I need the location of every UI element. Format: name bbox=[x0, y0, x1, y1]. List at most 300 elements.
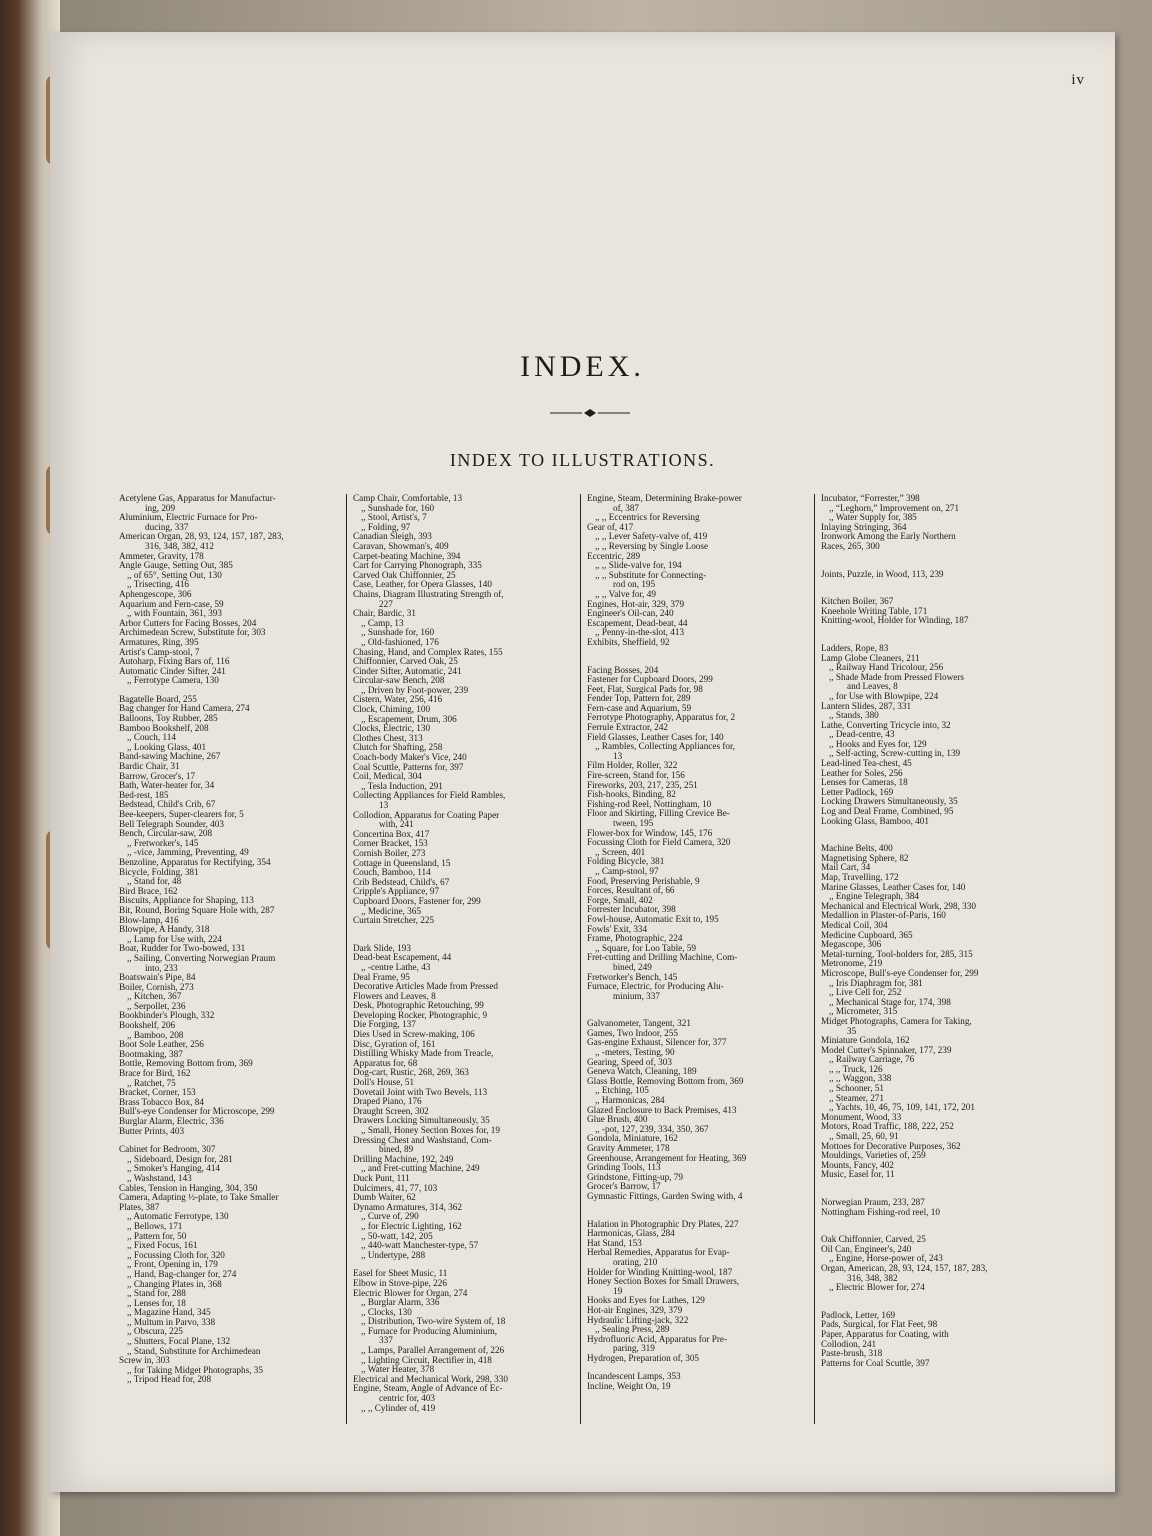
index-entry: ,, Water Heater, 378 bbox=[361, 1365, 435, 1375]
index-entry: Ladders, Rope, 83 bbox=[821, 643, 889, 653]
index-entry: Mechanical and Electrical Work, 298, 330 bbox=[821, 901, 976, 911]
index-entry: Grindstone, Fitting-up, 79 bbox=[587, 1172, 683, 1182]
index-entry: ,, Small, Honey Section Boxes for, 19 bbox=[361, 1126, 500, 1135]
index-entry: Gymnastic Fittings, Garden Swing with, 4 bbox=[587, 1191, 743, 1201]
index-gap bbox=[821, 1217, 1043, 1226]
index-entry: Medical Coil, 304 bbox=[821, 920, 888, 930]
index-entry: 337 bbox=[379, 1336, 393, 1346]
index-gap bbox=[821, 626, 1043, 635]
index-gap bbox=[821, 552, 1043, 561]
index-subtitle: INDEX TO ILLUSTRATIONS. bbox=[449, 450, 716, 470]
index-entry: Drilling Machine, 192, 249 bbox=[353, 1154, 454, 1164]
index-entry: Bedstead, Child's Crib, 67 bbox=[119, 800, 216, 810]
index-entry: Cables, Tension in Hanging, 304, 350 bbox=[119, 1183, 258, 1193]
index-entry: Butter Prints, 403 bbox=[119, 1126, 185, 1136]
index-entry: Biscuits, Appliance for Shaping, 113 bbox=[119, 896, 254, 906]
index-entry: ,, Etching, 105 bbox=[595, 1086, 649, 1096]
index-column-1 bbox=[113, 494, 347, 1424]
index-entry: Camp Chair, Comfortable, 13 bbox=[353, 494, 463, 503]
index-entry: Gearing, Speed of, 303 bbox=[587, 1057, 672, 1067]
index-entry: Nottingham Fishing-rod reel, 10 bbox=[821, 1207, 940, 1217]
index-entry: 316, 348, 382 bbox=[847, 1273, 898, 1283]
index-gap bbox=[587, 657, 808, 666]
index-entry: Couch, Bamboo, 114 bbox=[353, 868, 431, 878]
index-entry: of, 387 bbox=[613, 503, 640, 513]
index-gap bbox=[821, 635, 1043, 644]
index-entry: Decorative Articles Made from Pressed bbox=[353, 982, 498, 992]
index-entry: ,, Lighting Circuit, Rectifier in, 418 bbox=[361, 1355, 492, 1365]
index-entry: Band-sawing Machine, 267 bbox=[119, 752, 221, 762]
index-entry: Food, Preserving Perishable, 9 bbox=[587, 876, 700, 886]
index-entry: Collecting Appliances for Field Rambles, bbox=[353, 791, 506, 801]
index-entry: Fastener for Cupboard Doors, 299 bbox=[587, 675, 713, 685]
index-entry: Patterns for Coal Scuttle, 397 bbox=[821, 1358, 930, 1368]
index-entry: 13 bbox=[379, 801, 389, 810]
index-entry: Blow-lamp, 416 bbox=[119, 915, 179, 925]
index-entry: Dark Slide, 193 bbox=[353, 943, 411, 953]
bleed-through-text bbox=[50, 102, 1115, 482]
index-entry: Fender Top, Pattern for, 289 bbox=[587, 694, 691, 704]
index-entry: Facing Bosses, 204 bbox=[587, 665, 659, 675]
index-entry: Automatic Cinder Sifter, 241 bbox=[119, 666, 226, 676]
index-entry: Disc, Gyration of, 161 bbox=[353, 1039, 436, 1049]
index-entry: ,, Clocks, 130 bbox=[361, 1307, 412, 1317]
index-entry: Dead-beat Escapement, 44 bbox=[353, 953, 452, 963]
index-entry: Collodion, Apparatus for Coating Paper bbox=[353, 810, 500, 820]
index-entry: ,, Hooks and Eyes for, 129 bbox=[829, 739, 927, 749]
index-entry: Bird Brace, 162 bbox=[119, 886, 178, 896]
index-entry: Brace for Bird, 162 bbox=[119, 1069, 191, 1079]
index-entry: Barrow, Grocer's, 17 bbox=[119, 771, 196, 781]
index-entry: ,, Penny-in-the-slot, 413 bbox=[595, 628, 685, 638]
index-entry: Burglar Alarm, Electric, 336 bbox=[119, 1117, 224, 1126]
index-entry: Ironwork Among the Early Northern bbox=[821, 532, 956, 542]
index-entry: Canadian Sleigh, 393 bbox=[353, 532, 432, 542]
index-entry: ,, Self-acting, Screw-cutting in, 139 bbox=[829, 749, 961, 759]
index-entry: ,, Screen, 401 bbox=[595, 847, 646, 857]
index-entry: ,, Automatic Ferrotype, 130 bbox=[127, 1212, 229, 1222]
index-gap bbox=[821, 1180, 1043, 1189]
index-entry: Clock, Chiming, 100 bbox=[353, 705, 431, 715]
index-entry: Herbal Remedies, Apparatus for Evap- bbox=[587, 1248, 730, 1258]
index-entry: ,, ,, Valve for, 49 bbox=[595, 589, 656, 599]
index-entry: Kitchen Boiler, 367 bbox=[821, 597, 894, 607]
index-entry: Benzoline, Apparatus for Rectifying, 354 bbox=[119, 857, 271, 867]
index-entry: Bit, Round, Boring Square Hole with, 287 bbox=[119, 905, 275, 915]
index-entry: Gas-engine Exhaust, Silencer for, 377 bbox=[587, 1038, 727, 1048]
index-entry: ,, Tripod Head for, 208 bbox=[127, 1375, 212, 1385]
index-entry: ,, ,, Substitute for Connecting- bbox=[595, 570, 707, 580]
index-entry: Forrester Incubator, 398 bbox=[587, 905, 676, 915]
index-entry: Exhibits, Sheffield, 92 bbox=[587, 637, 670, 647]
index-entry: Chiffonnier, Carved Oak, 25 bbox=[353, 657, 458, 667]
index-entry: Bench, Circular-saw, 208 bbox=[119, 829, 213, 839]
index-entry: Dies Used in Screw-making, 106 bbox=[353, 1030, 475, 1040]
page-title: INDEX. bbox=[520, 350, 645, 383]
index-entry: Doll's House, 51 bbox=[353, 1078, 415, 1088]
index-entry: Metal-turning, Tool-holders for, 285, 315 bbox=[821, 949, 973, 959]
index-entry: ,, Sideboard, Design for, 281 bbox=[127, 1154, 233, 1164]
index-entry: ,, Iris Diaphragm for, 381 bbox=[829, 978, 923, 988]
index-entry: ,, 50-watt, 142, 205 bbox=[361, 1231, 433, 1241]
index-gap bbox=[821, 835, 1043, 844]
index-entry: Bee-keepers, Super-clearers for, 5 bbox=[119, 810, 244, 819]
index-entry: ,, Railway Carriage, 76 bbox=[829, 1055, 915, 1065]
index-entry: Motors, Road Traffic, 188, 222, 252 bbox=[821, 1122, 954, 1132]
index-entry: Coil, Medical, 304 bbox=[353, 772, 422, 782]
book-page bbox=[50, 32, 1115, 1492]
index-gap bbox=[353, 1260, 574, 1269]
index-entry: Drawers Locking Simultaneously, 35 bbox=[353, 1116, 490, 1126]
index-entry: ,, for Electric Lighting, 162 bbox=[361, 1221, 462, 1231]
index-entry: Angle Gauge, Setting Out, 385 bbox=[119, 561, 233, 571]
index-entry: Autoharp, Fixing Bars of, 116 bbox=[119, 657, 230, 667]
index-entry: ,, Ratchet, 75 bbox=[127, 1078, 176, 1088]
index-entry: Clutch for Shafting, 258 bbox=[353, 743, 443, 753]
index-entry: ,, Micrometer, 315 bbox=[829, 1007, 898, 1017]
index-entry: Balloons, Toy Rubber, 285 bbox=[119, 714, 218, 724]
index-entry: Norwegian Praum, 233, 287 bbox=[821, 1198, 925, 1207]
index-entry: Glazed Enclosure to Back Premises, 413 bbox=[587, 1105, 737, 1115]
index-entry: Bookbinder's Plough, 332 bbox=[119, 1011, 215, 1021]
index-entry: Film Holder, Roller, 322 bbox=[587, 761, 678, 771]
index-entry: ,, Lamps, Parallel Arrangement of, 226 bbox=[361, 1346, 505, 1356]
index-entry: with, 241 bbox=[379, 820, 414, 830]
index-entry: ,, Escapement, Drum, 306 bbox=[361, 714, 457, 724]
index-entry: Clocks, Electric, 130 bbox=[353, 724, 431, 734]
index-entry: ,, Stand, Substitute for Archimedean bbox=[127, 1346, 261, 1356]
index-entry: Draught Screen, 302 bbox=[353, 1106, 429, 1116]
index-entry: Gravity Ammeter, 178 bbox=[587, 1144, 670, 1153]
index-entry: Pads, Surgical, for Flat Feet, 98 bbox=[821, 1320, 938, 1330]
index-entry: ,, 440-watt Manchester-type, 57 bbox=[361, 1241, 479, 1251]
index-entry: Plates, 387 bbox=[119, 1202, 160, 1212]
index-entry: American Organ, 28, 93, 124, 157, 187, 283, bbox=[119, 532, 284, 542]
index-entry: Engine, Steam, Determining Brake-power bbox=[587, 494, 742, 503]
index-entry: Acetylene Gas, Apparatus for Manufactur- bbox=[119, 494, 276, 503]
index-entry: Dog-cart, Rustic, 268, 269, 363 bbox=[353, 1068, 469, 1078]
index-entry: Knitting-wool, Holder for Winding, 187 bbox=[821, 616, 969, 626]
index-entry: Lead-lined Tea-chest, 45 bbox=[821, 759, 912, 769]
index-entry: Mouldings, Varieties of, 259 bbox=[821, 1151, 926, 1161]
index-entry: ,, Stand for, 288 bbox=[127, 1289, 186, 1299]
index-entry: Distilling Whisky Made from Treacle, bbox=[353, 1049, 494, 1059]
index-entry: ,, Magazine Hand, 345 bbox=[127, 1308, 211, 1318]
index-entry: ,, -vice, Jamming, Preventing, 49 bbox=[127, 848, 249, 858]
index-entry: Bardic Chair, 31 bbox=[119, 762, 180, 772]
index-entry: ,, Schooner, 51 bbox=[829, 1084, 885, 1094]
index-entry: ,, Sealing Press, 289 bbox=[595, 1325, 670, 1335]
index-entry: ,, ,, Slide-valve for, 194 bbox=[595, 561, 682, 571]
index-entry: Lamp Globe Cleaners, 211 bbox=[821, 653, 920, 663]
index-entry: Model Cutter's Spinnaker, 177, 239 bbox=[821, 1045, 952, 1055]
index-entry: Paste-brush, 318 bbox=[821, 1349, 883, 1359]
index-entry: ,, Dead-centre, 43 bbox=[829, 730, 895, 740]
index-entry: Crib Bedstead, Child's, 67 bbox=[353, 877, 450, 887]
index-entry: Megascope, 306 bbox=[821, 940, 882, 950]
index-gap bbox=[821, 588, 1043, 597]
index-entry: Engine, Steam, Angle of Advance of Ec- bbox=[353, 1384, 503, 1394]
index-entry: ,, Multum in Parvo, 338 bbox=[127, 1317, 216, 1327]
index-entry: ,, Hand, Bag-changer for, 274 bbox=[127, 1269, 237, 1279]
index-entry: Dynamo Armatures, 314, 362 bbox=[353, 1202, 462, 1212]
index-gap bbox=[821, 1189, 1043, 1198]
index-entry: Feet, Flat, Surgical Pads for, 98 bbox=[587, 684, 703, 694]
index-entry: ,, of 65°, Setting Out, 130 bbox=[127, 570, 222, 580]
index-entry: ,, Sunshade for, 160 bbox=[361, 503, 435, 513]
index-entry: ,, Shade Made from Pressed Flowers bbox=[829, 672, 964, 682]
index-entry: Midget Photographs, Camera for Taking, bbox=[821, 1016, 972, 1026]
index-entry: ,, Serpollet, 236 bbox=[127, 1001, 186, 1011]
page-number: iv bbox=[1071, 72, 1085, 88]
index-entry: Paper, Apparatus for Coating, with bbox=[821, 1329, 949, 1339]
index-entry: Gondola, Miniature, 162 bbox=[587, 1134, 678, 1144]
index-entry: Bull's-eye Condenser for Microscope, 299 bbox=[119, 1107, 275, 1117]
index-gap bbox=[821, 826, 1043, 835]
index-entry: ,, Ferrotype Camera, 130 bbox=[127, 676, 219, 686]
index-gap bbox=[587, 1010, 808, 1019]
index-entry: ,, Burglar Alarm, 336 bbox=[361, 1298, 440, 1308]
index-entry: Blowpipe, A Handy, 318 bbox=[119, 925, 210, 935]
index-gap bbox=[587, 648, 808, 657]
index-gap bbox=[587, 1202, 808, 1211]
index-entry: Bottle, Removing Bottom from, 369 bbox=[119, 1059, 253, 1069]
index-entry: Aluminium, Electric Furnace for Pro- bbox=[119, 513, 258, 523]
index-entry: ,, Stool, Artist's, 7 bbox=[361, 513, 427, 523]
index-entry: into, 233 bbox=[145, 963, 178, 973]
index-entry: Bamboo Bookshelf, 208 bbox=[119, 723, 209, 733]
index-entry: Bookshelf, 206 bbox=[119, 1021, 176, 1031]
index-entry: Escapement, Dead-beat, 44 bbox=[587, 618, 688, 628]
index-entry: Circular-saw Bench, 208 bbox=[353, 676, 445, 686]
index-entry: ,, Fixed Focus, 161 bbox=[127, 1241, 198, 1251]
index-entry: Padlock, Letter, 169 bbox=[821, 1310, 896, 1320]
index-entry: Games, Two Indoor, 255 bbox=[587, 1028, 678, 1038]
index-entry: Coal Scuttle, Patterns for, 397 bbox=[353, 762, 464, 772]
index-entry: Fern-case and Aquarium, 59 bbox=[587, 703, 692, 713]
index-entry: Geneva Watch, Cleaning, 189 bbox=[587, 1067, 697, 1077]
index-entry: Harmonicas, Glass, 284 bbox=[587, 1229, 675, 1239]
index-entry: Boatswain's Pipe, 84 bbox=[119, 973, 196, 983]
index-entry: ,, Looking Glass, 401 bbox=[127, 742, 207, 752]
index-entry: Flower-box for Window, 145, 176 bbox=[587, 828, 713, 838]
index-entry: ,, Kitchen, 367 bbox=[127, 992, 182, 1002]
index-entry: Developing Rocker, Photographic, 9 bbox=[353, 1010, 488, 1020]
index-gap bbox=[119, 1136, 340, 1145]
index-entry: Magnetising Sphere, 82 bbox=[821, 853, 909, 863]
index-entry: Organ, American, 28, 93, 124, 157, 187, 283, bbox=[821, 1263, 988, 1273]
index-entry: Armatures, Ring, 395 bbox=[119, 637, 199, 647]
index-entry: Forge, Small, 402 bbox=[587, 895, 653, 905]
index-entry: Hydrofluoric Acid, Apparatus for Pre- bbox=[587, 1334, 728, 1344]
index-entry: Aphengescope, 306 bbox=[119, 589, 192, 599]
index-entry: Locking Drawers Simultaneously, 35 bbox=[821, 797, 958, 807]
index-entry: ,, ,, Lever Safety-valve of, 419 bbox=[595, 532, 708, 542]
index-entry: ,, Undertype, 288 bbox=[361, 1250, 426, 1260]
index-entry: ,, Steamer, 271 bbox=[829, 1093, 884, 1103]
index-entry: Aquarium and Fern-case, 59 bbox=[119, 599, 224, 609]
index-entry: Lathe, Converting Tricycle into, 32 bbox=[821, 720, 951, 730]
index-entry: Cripple's Appliance, 97 bbox=[353, 887, 440, 897]
index-entry: Corner Bracket, 153 bbox=[353, 839, 428, 849]
index-entry: 19 bbox=[613, 1286, 623, 1296]
index-entry: Races, 265, 300 bbox=[821, 541, 880, 551]
index-entry: ,, Railway Hand Tricolour, 256 bbox=[829, 663, 944, 673]
index-entry: Archimedean Screw, Substitute for, 303 bbox=[119, 628, 266, 638]
index-entry: Inlaying Stringing, 364 bbox=[821, 522, 907, 532]
index-entry: Grocer's Barrow, 17 bbox=[587, 1182, 661, 1192]
index-entry: ,, Washstand, 143 bbox=[127, 1173, 192, 1183]
index-entry: ,, ,, Reversing by Single Loose bbox=[595, 541, 709, 551]
index-entry: Bag changer for Hand Camera, 274 bbox=[119, 704, 250, 714]
index-column-4 bbox=[815, 494, 1049, 1424]
index-entry: rod on, 195 bbox=[613, 580, 656, 590]
index-entry: ,, Furnace for Producing Aluminium, bbox=[361, 1326, 498, 1336]
index-entry: Boat, Rudder for Two-bowed, 131 bbox=[119, 944, 246, 954]
index-entry: tween, 195 bbox=[613, 819, 654, 828]
index-entry: Metronome, 219 bbox=[821, 959, 883, 969]
index-entry: ,, Lamp for Use with, 224 bbox=[127, 934, 222, 944]
index-entry: Fishing-rod Reel, Nottingham, 10 bbox=[587, 799, 712, 809]
index-entry: Gear of, 417 bbox=[587, 522, 634, 532]
index-entry: Ferrule Extractor, 242 bbox=[587, 723, 669, 733]
index-entry: ,, “Leghorn,” Improvement on, 271 bbox=[829, 503, 960, 513]
index-entry: Glass Bottle, Removing Bottom from, 369 bbox=[587, 1076, 744, 1086]
index-entry: orating, 210 bbox=[613, 1257, 658, 1267]
index-entry: Deal Frame, 95 bbox=[353, 972, 410, 982]
index-entry: 35 bbox=[847, 1026, 857, 1036]
index-entry: 13 bbox=[613, 751, 623, 761]
index-entry: Medicine Cupboard, 365 bbox=[821, 930, 913, 940]
index-entry: 227 bbox=[379, 599, 393, 609]
index-entry: ,, Sunshade for, 160 bbox=[361, 628, 435, 638]
index-entry: ,, Trisecting, 416 bbox=[127, 580, 190, 590]
index-entry: Hydrogen, Preparation of, 305 bbox=[587, 1353, 700, 1363]
index-entry: ,, for Taking Midget Photographs, 35 bbox=[127, 1365, 263, 1375]
index-entry: Galvanometer, Tangent, 321 bbox=[587, 1019, 691, 1029]
index-entry: Fret-cutting and Drilling Machine, Com- bbox=[587, 953, 738, 963]
index-entry: Monument, Wood, 33 bbox=[821, 1112, 902, 1122]
index-entry: Cinder Sifter, Automatic, 241 bbox=[353, 666, 462, 676]
index-entry: ,, with Fountain, 361, 393 bbox=[127, 609, 222, 619]
index-entry: Bicycle, Folding, 381 bbox=[119, 867, 199, 877]
index-entry: Letter Padlock, 169 bbox=[821, 787, 894, 797]
index-entry: Cottage in Queensland, 15 bbox=[353, 858, 451, 868]
index-entry: ,, Camp, 13 bbox=[361, 618, 404, 628]
index-entry: ,, for Use with Blowpipe, 224 bbox=[829, 691, 939, 701]
index-entry: Fish-hooks, Binding, 82 bbox=[587, 790, 676, 800]
index-entry: Curtain Stretcher, 225 bbox=[353, 916, 435, 926]
index-entry: ,, Medicine, 365 bbox=[361, 906, 421, 916]
index-entry: and Leaves, 8 bbox=[847, 682, 898, 692]
index-entry: Desk, Photographic Retouching, 99 bbox=[353, 1001, 484, 1011]
ornament-divider-icon bbox=[550, 408, 630, 418]
index-entry: Eccentric, 289 bbox=[587, 551, 641, 561]
index-entry: bined, 89 bbox=[379, 1145, 414, 1155]
index-entry: Cabinet for Bedroom, 307 bbox=[119, 1145, 216, 1155]
index-entry: Incline, Weight On, 19 bbox=[587, 1382, 671, 1392]
index-entry: Fire-screen, Stand for, 156 bbox=[587, 771, 685, 781]
index-entry: Medallion in Plaster-of-Paris, 160 bbox=[821, 911, 946, 921]
index-entry: Hydraulic Lifting-jack, 322 bbox=[587, 1315, 689, 1325]
index-entry: Die Forging, 137 bbox=[353, 1020, 416, 1030]
index-entry: Field Glasses, Leather Cases for, 140 bbox=[587, 732, 724, 742]
index-gap bbox=[821, 579, 1043, 588]
index-entry: Lenses for Cameras, 18 bbox=[821, 778, 908, 788]
index-entry: Screw in, 303 bbox=[119, 1356, 170, 1366]
index-entry: Cistern, Water, 256, 416 bbox=[353, 695, 443, 705]
index-entry: Incubator, “Forrester,” 398 bbox=[821, 494, 920, 503]
index-entry: ,, -pot, 127, 239, 334, 350, 367 bbox=[595, 1124, 709, 1134]
index-gap bbox=[587, 1211, 808, 1220]
index-entry: Log and Deal Frame, Combined, 95 bbox=[821, 807, 954, 817]
index-entry: Chasing, Hand, and Complex Rates, 155 bbox=[353, 647, 503, 657]
index-entry: ,, Small, 25, 60, 91 bbox=[829, 1132, 899, 1142]
index-entry: ,, Driven by Foot-power, 239 bbox=[361, 685, 469, 695]
index-column-2 bbox=[347, 494, 581, 1424]
index-entry: Electric Blower for Organ, 274 bbox=[353, 1288, 468, 1298]
index-entry: Bootmaking, 387 bbox=[119, 1049, 183, 1059]
index-entry: Engineer's Oil-can, 240 bbox=[587, 609, 674, 619]
index-entry: ,, Lenses for, 18 bbox=[127, 1298, 186, 1308]
index-entry: Marine Glasses, Leather Cases for, 140 bbox=[821, 882, 966, 892]
index-entry: ,, Pattern for, 50 bbox=[127, 1231, 187, 1241]
index-entry: ,, Bellows, 171 bbox=[127, 1221, 183, 1231]
index-entry: ,, Square, for Loo Table, 59 bbox=[595, 943, 696, 953]
index-entry: Microscope, Bull's-eye Condenser for, 299 bbox=[821, 968, 979, 978]
index-entry: Machine Belts, 400 bbox=[821, 844, 893, 854]
index-entry: Bell Telegraph Sounder, 403 bbox=[119, 819, 224, 829]
index-entry: ,, Sailing, Converting Norwegian Praum bbox=[127, 953, 276, 963]
index-entry: ,, Tesla Induction, 291 bbox=[361, 781, 443, 791]
index-entry: Holder for Winding Knitting-wool, 187 bbox=[587, 1267, 733, 1277]
index-entry: Cornish Boiler, 273 bbox=[353, 848, 426, 858]
index-entry: Boot Sole Leather, 256 bbox=[119, 1040, 204, 1050]
index-entry: ,, Engine, Horse-power of, 243 bbox=[829, 1254, 943, 1264]
index-entry: paring, 319 bbox=[613, 1344, 655, 1354]
index-entry: Artist's Camp-stool, 7 bbox=[119, 647, 200, 657]
index-entry: Clothes Chest, 313 bbox=[353, 733, 423, 743]
index-entry: Apparatus for, 68 bbox=[353, 1058, 418, 1068]
index-gap bbox=[821, 1226, 1043, 1235]
index-entry: ,, Harmonicas, 284 bbox=[595, 1096, 665, 1106]
index-entry: ,, Front, Opening in, 179 bbox=[127, 1260, 218, 1270]
index-entry: Chains, Diagram Illustrating Strength of, bbox=[353, 589, 504, 599]
index-entry: ,, Obscura, 225 bbox=[127, 1327, 183, 1337]
index-entry: Lantern Slides, 287, 331 bbox=[821, 701, 912, 711]
index-entry: Oil Can, Engineer's, 240 bbox=[821, 1244, 912, 1254]
index-gap bbox=[821, 561, 1043, 570]
index-entry: Carpet-beating Machine, 394 bbox=[353, 551, 461, 561]
index-gap bbox=[587, 1363, 808, 1372]
index-gap bbox=[587, 1001, 808, 1010]
index-entry: ,, ,, Truck, 126 bbox=[829, 1064, 883, 1074]
index-entry: ,, Rambles, Collecting Appliances for, bbox=[595, 742, 735, 752]
index-entry: Carved Oak Chiffonnier, 25 bbox=[353, 570, 456, 580]
index-entry: Collodion, 241 bbox=[821, 1339, 877, 1349]
index-entry: Engines, Hot-air, 329, 379 bbox=[587, 599, 685, 609]
index-entry: Music, Easel for, 11 bbox=[821, 1170, 895, 1180]
index-entry: Draped Piano, 176 bbox=[353, 1097, 422, 1107]
index-entry: centric for, 403 bbox=[379, 1394, 436, 1404]
index-entry: Brass Tobacco Box, 84 bbox=[119, 1097, 204, 1107]
index-entry: ,, Stands, 380 bbox=[829, 711, 879, 721]
index-entry: Floor and Skirting, Filling Crevice Be- bbox=[587, 809, 730, 819]
index-entry: Mounts, Fancy, 402 bbox=[821, 1160, 894, 1170]
index-entry: Forces, Resultant of, 66 bbox=[587, 886, 675, 896]
index-entry: ing, 209 bbox=[145, 503, 176, 513]
index-entry: ,, Water Supply for, 385 bbox=[829, 513, 917, 523]
